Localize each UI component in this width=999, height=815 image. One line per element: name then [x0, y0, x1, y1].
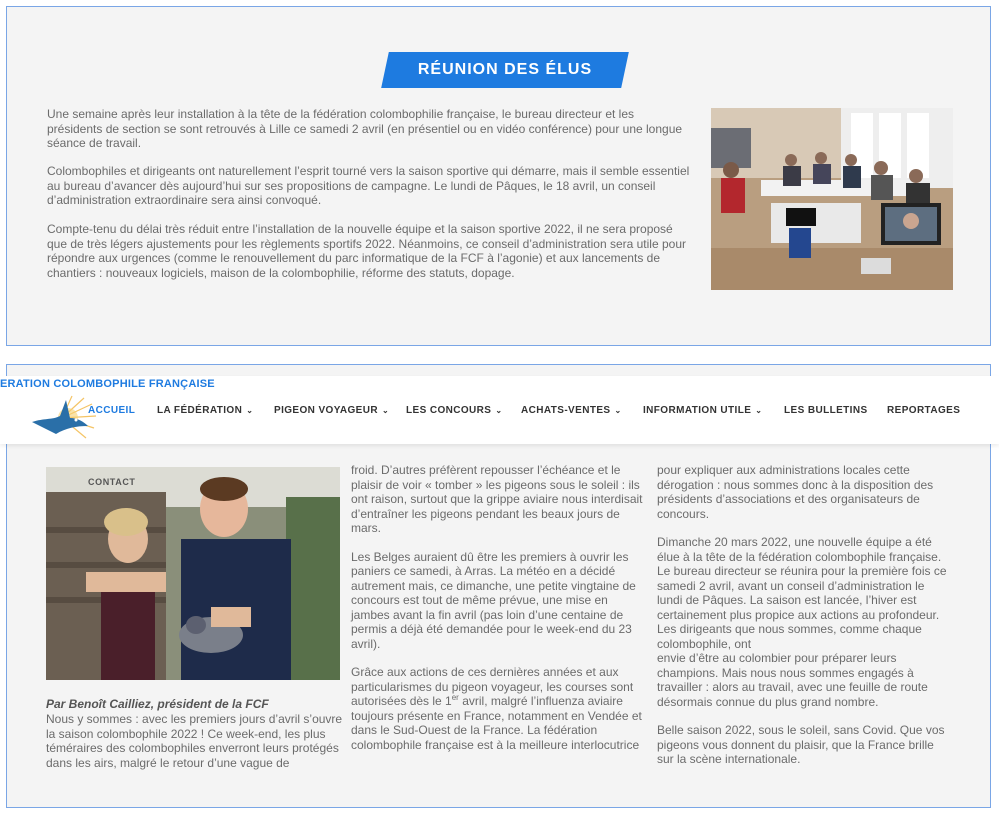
text-span: avril, malgré l’influenza aviaire toujours présente en France, notamment en Vendée et dans le Sud-Ouest de la France. La fédération colombophile française est à la meilleure interlocutrice: [351, 694, 642, 752]
nav-achats-ventes[interactable]: [521, 405, 622, 416]
nav-pigeon-voyageur[interactable]: [274, 405, 389, 416]
meeting-photo: [711, 108, 953, 290]
chevron-down-icon: ⌄: [755, 406, 763, 415]
superscript: er: [451, 693, 459, 702]
article-column-1: [46, 712, 344, 784]
article-paragraph: froid. D’autres préfèrent repousser l’échéance et le plaisir de voir « tomber » les pigeons sous le soleil : ils ont raison, surtout que la grippe aviaire nous interdisait d’entraîner les pigeons pendant les beaux jours de mars.: [351, 463, 643, 535]
article-caption: Par Benoît Cailliez, président de la FCF: [46, 697, 269, 711]
brand-name: ERATION COLOMBOPHILE FRANÇAISE: [0, 378, 215, 390]
nav-label: INFORMATION UTILE: [643, 405, 752, 416]
nav-les-concours[interactable]: [406, 405, 502, 416]
section-title: RÉUNION DES ÉLUS: [417, 61, 593, 78]
article-paragraph: Nous y sommes : avec les premiers jours d’avril s’ouvre la saison colombophile 2022 ! Ce week-end, les plus téméraires des colombophiles enverront leurs protégés dans les airs, malgré le retour d’une vague de: [46, 712, 343, 770]
article-paragraph: [657, 535, 953, 709]
chevron-down-icon: ⌄: [246, 406, 254, 415]
article-paragraph: Belle saison 2022, sous le soleil, sans Covid. Que vos pigeons vous donnent du plaisir, que la France brille sur la scène internationale.: [657, 723, 945, 766]
article-paragraph: pour expliquer aux administrations locales cette dérogation : nous sommes donc à la disposition des présidents d’associations et des organisateurs de concours.: [657, 463, 934, 521]
nav-la-federation[interactable]: [157, 405, 253, 416]
nav-les-bulletins[interactable]: LES BULLETINS: [784, 405, 868, 416]
text-span: envie d’être au colombier pour préparer leurs champions. Mais nous nous sommes engagés à travailler : alors au travail, avec une feuille de route désormais connue du plus grand nombre.: [657, 651, 928, 709]
nav-accueil[interactable]: ACCUEIL: [88, 405, 136, 416]
text-span: Dimanche 20 mars 2022, une nouvelle équipe a été élue à la tête de la fédération colombophile française. Le bureau directeur se réunira pour la première fois ce samedi 2 avril, avant un conseil d’administration le lundi de Pâques. La saison est lancée, l’hiver est certainement plus propice aux actions au profondeur. Les dirigeants que nous sommes, comme chaque colombophile, ont: [657, 535, 947, 651]
meeting-paragraph-1: Une semaine après leur installation à la tête de la fédération colombophilie française, le bureau directeur et les présidents de section se sont retrouvés à Lille ce samedi 2 avril (en présentiel ou en vidéo conférence) pour une longue séance de travail.: [47, 107, 683, 150]
article-column-2: [351, 463, 647, 766]
article-column-3: [657, 463, 953, 781]
nav-contact[interactable]: CONTACT: [88, 477, 136, 487]
meeting-section: [6, 6, 991, 346]
chevron-down-icon: ⌄: [614, 406, 622, 415]
meeting-paragraph-3: Compte-tenu du délai très réduit entre l’installation de la nouvelle équipe et la saison sportive 2022, il ne sera proposé que de très légers ajustements pour les règlements sportifs 2022. Néanmoins, ce conseil d’administration sera utile pour répondre aux urgences (comme le renouvellement du parc informatique de la FCF à l’agonie) et aux lancements de chantiers : nouveaux logiciels, maison de la colombophilie, réforme des statuts, dopage.: [47, 222, 686, 280]
site-header: [0, 376, 999, 444]
article-paragraph: [351, 665, 647, 752]
text-span: Grâce aux actions de ces dernières années et aux particularismes du pigeon voyageur, les courses sont autorisées dès le 1: [351, 665, 634, 708]
nav-information-utile[interactable]: [643, 405, 762, 416]
nav-label: LA FÉDÉRATION: [157, 405, 243, 416]
article-paragraph: Les Belges auraient dû être les premiers à ouvrir les paniers ce samedi, à Arras. La météo en a décidé autrement mais, ce dimanche, une petite vingtaine de concours est tout de même prévue, une mise en jambes avant la fin avril (pas loin d’une centaine de permis a déjà été demandée pour le week-end du 23 avril).: [351, 549, 636, 651]
pigeon-logo-icon[interactable]: [26, 392, 98, 442]
section-title-banner: [385, 52, 625, 88]
chevron-down-icon: ⌄: [495, 406, 503, 415]
meeting-paragraph-2: Colombophiles et dirigeants ont naturellement l’esprit tourné vers la saison sportive qui démarre, mais il semble essentiel au bureau d’avancer dès aujourd’hui sur ses propositions de campagne. Le lundi de Pâques, le 18 avril, un conseil d’administration extraordinaire sera ainsi convoqué.: [47, 164, 690, 207]
nav-reportages[interactable]: REPORTAGES: [887, 405, 961, 416]
article-photo: [46, 467, 340, 680]
chevron-down-icon: ⌄: [382, 406, 390, 415]
nav-label: LES CONCOURS: [406, 405, 492, 416]
nav-label: PIGEON VOYAGEUR: [274, 405, 378, 416]
nav-label: ACHATS-VENTES: [521, 405, 611, 416]
